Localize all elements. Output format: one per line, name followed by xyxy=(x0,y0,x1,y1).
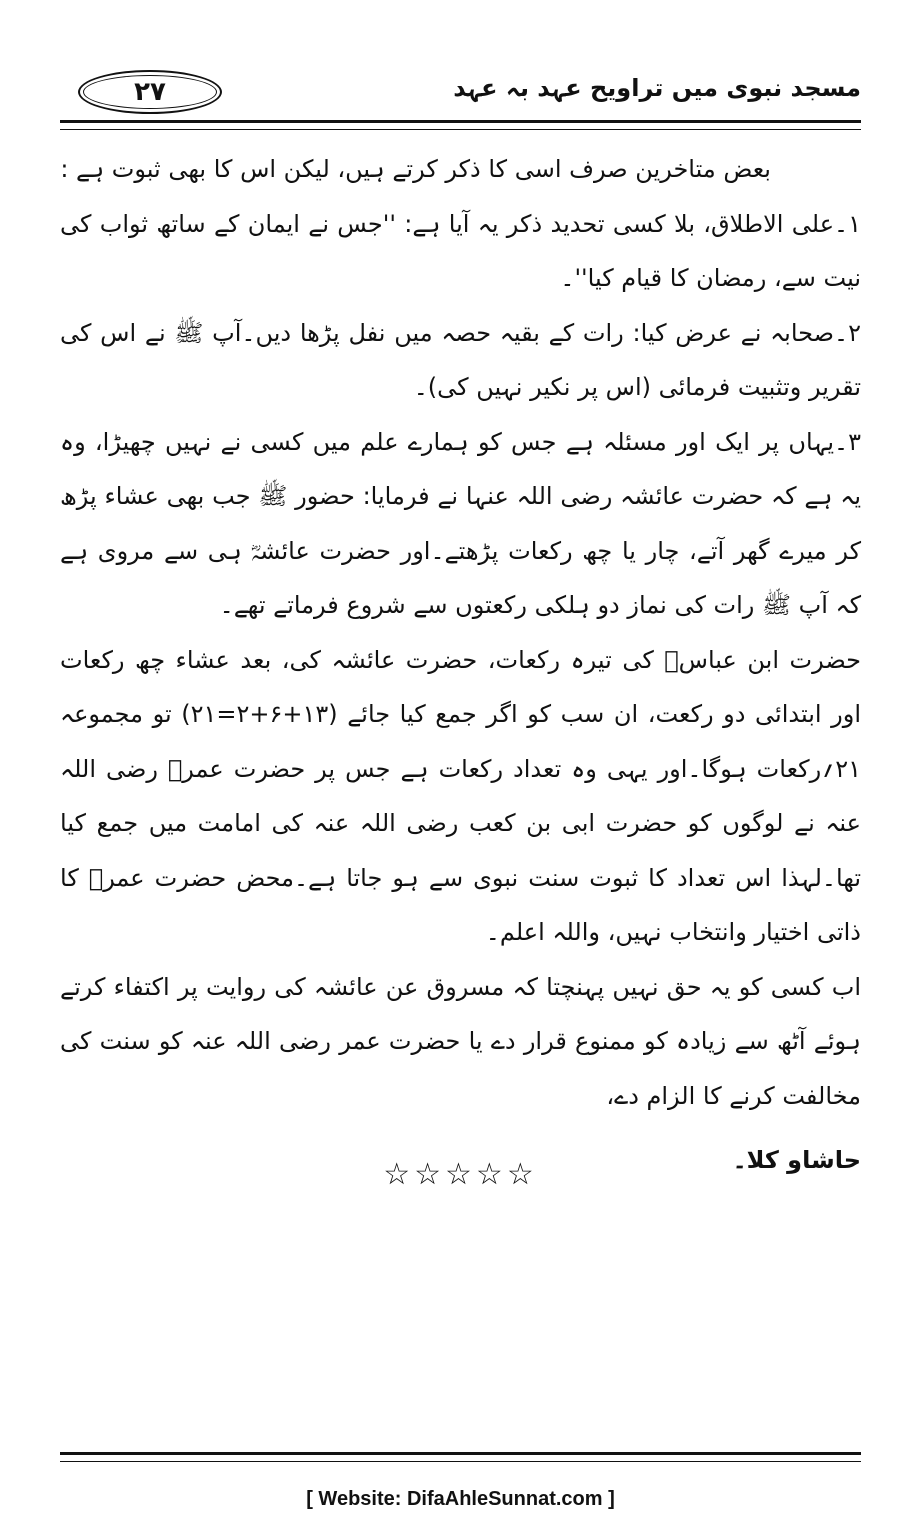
paragraph-point-1: ۱۔علی الاطلاق، بلا کسی تحدید ذکر یہ آیا ہے: ''جس نے ایمان کے ساتھ ثواب کی نیت سے، رمضان کا قیام کیا''۔ xyxy=(60,209,861,292)
website-footer: [ Website: DifaAhleSunnat.com ] xyxy=(306,1488,615,1510)
page-number: ۲۷ xyxy=(134,77,166,107)
page-header xyxy=(60,60,861,116)
star-separator: ☆☆☆☆☆ xyxy=(383,1157,538,1192)
footer-divider xyxy=(60,1452,861,1462)
paragraph-rakat-count: حضرت ابن عباسؓ کی تیرہ رکعات، حضرت عائشہ کی، بعد عشاء چھ رکعات اور ابتدائی دو رکعت، ان سب کو اگر جمع کیا جائے (۱۳+۶+۲=۲۱) تو مجموعہ ۲۱؍رکعات ہوگا۔اور یہی وہ تعداد رکعات ہے جس پر حضرت عمرؓ رضی اللہ عنہ نے لوگوں کو حضرت ابی بن کعب رضی اللہ عنہ کی امامت میں جمع کیا تھا۔لہذا اس تعداد کا ثبوت سنت نبوی سے ہو جاتا ہے۔محض حضرت عمرؓ کا ذاتی اختیار وانتخاب نہیں، واللہ اعلم۔ xyxy=(60,645,861,946)
paragraph-conclusion: اب کسی کو یہ حق نہیں پہنچتا کہ مسروق عن عائشہ کی روایت پر اکتفاء کرتے ہوئے آٹھ سے زیادہ کو ممنوع قرار دے یا حضرت عمر رضی اللہ عنہ کو سنت کی مخالفت کرنے کا الزام دے، xyxy=(60,972,861,1110)
page-number-badge xyxy=(78,70,222,114)
running-title: مسجد نبوی میں تراویح عہد بہ عہد xyxy=(453,74,861,102)
body-text xyxy=(60,142,861,1188)
paragraph-intro: بعض متاخرین صرف اسی کا ذکر کرتے ہیں، لیکن اس کا بھی ثبوت ہے : xyxy=(60,155,771,183)
paragraph-point-2: ۲۔صحابہ نے عرض کیا: رات کے بقیہ حصہ میں نفل پڑھا دیں۔آپ ﷺ نے اس کی تقریر وتثبیت فرمائی (اس پر نکیر نہیں کی)۔ xyxy=(60,318,861,401)
paragraph-point-3: ۳۔یہاں پر ایک اور مسئلہ ہے جس کو ہمارے علم میں کسی نے نہیں چھیڑا، وہ یہ ہے کہ حضرت عائشہ رضی اللہ عنہا نے فرمایا: حضور ﷺ جب بھی عشاء پڑھ کر میرے گھر آتے، چار یا چھ رکعات پڑھتے۔اور حضرت عائشہؓ ہی سے مروی ہے کہ آپ ﷺ رات کی نماز دو ہلکی رکعتوں سے شروع فرماتے تھے۔ xyxy=(60,427,861,619)
closing-phrase: حاشاو کلا۔ xyxy=(732,1146,861,1174)
header-divider xyxy=(60,120,861,130)
